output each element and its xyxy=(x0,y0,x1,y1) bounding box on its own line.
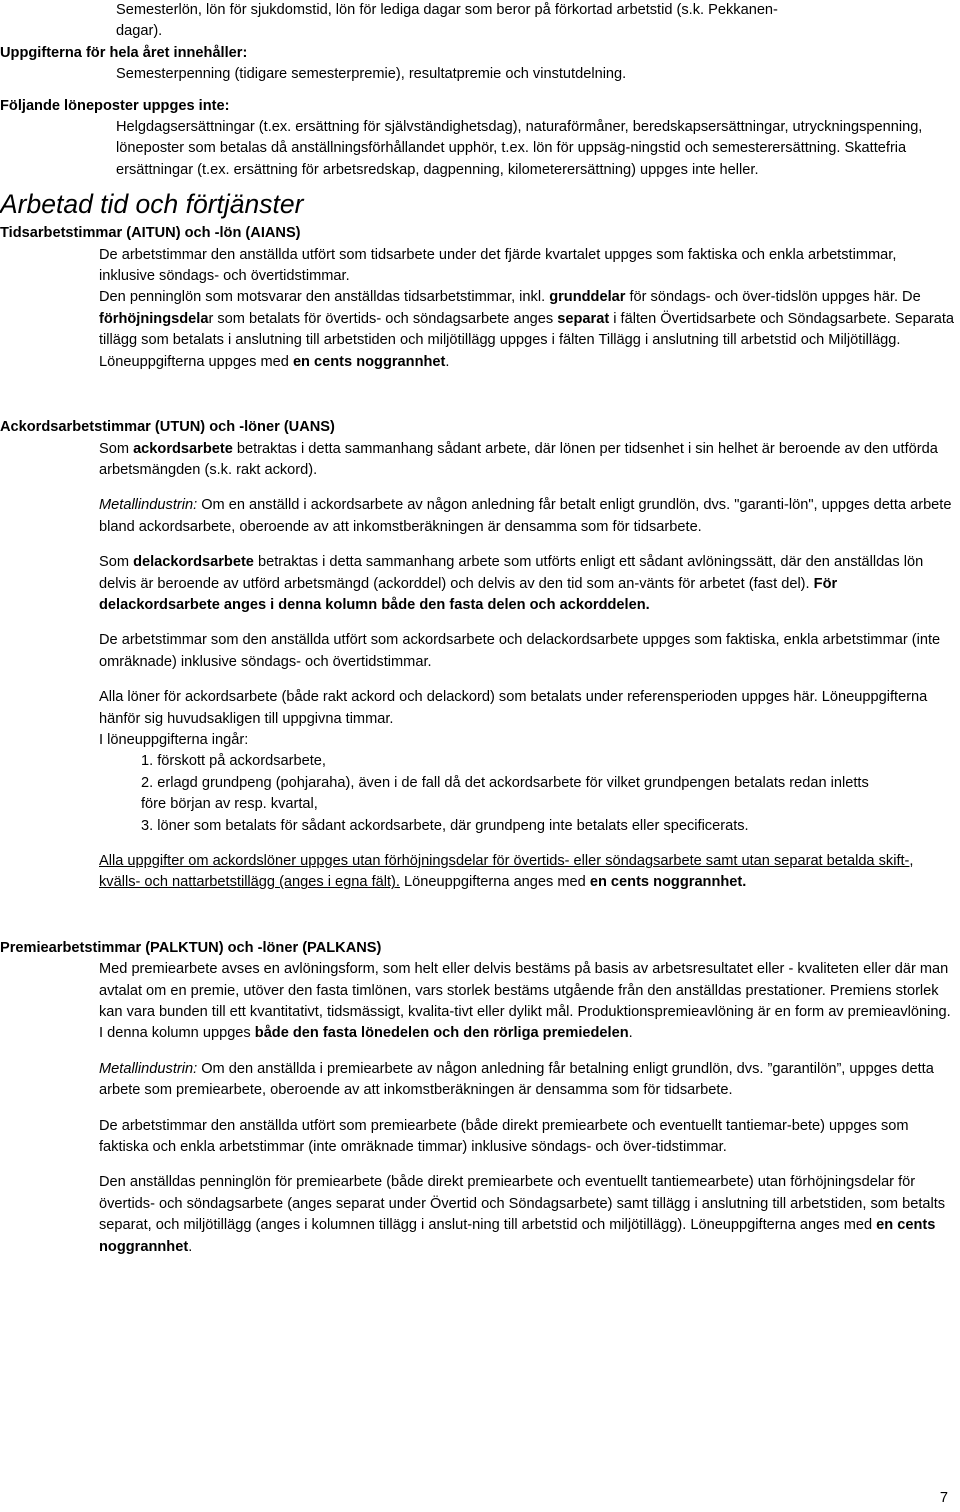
utun-paragraph-6: I löneuppgifterna ingår: xyxy=(99,731,249,748)
utun-body xyxy=(0,439,960,752)
utun-heading: Ackordsarbetstimmar (UTUN) och -löner (UANS) xyxy=(0,419,335,436)
palktun-paragraph-2: Metallindustrin: Om den anställda i premiearbete av någon anledning får betalning enligt grundlön, dvs. ”garantilön”, uppges detta arbete som premiearbete, oberoende av att inkomstberäkningen är densamma som för tidsarbete. xyxy=(99,1060,934,1099)
palktun-paragraph-3: De arbetstimmar den anställda utfört som premiearbete (både direkt premiearbete och eventuellt tantiemar-bete) uppges som faktiska och enkla arbetstimmar (inte omräknade timmar) inklusive söndags- och över-tidstimmar. xyxy=(99,1117,909,1156)
utun-paragraph-3: Som delackordsarbete betraktas i detta sammanhang arbete som utförts enligt ett sådant avlöningssätt, där den anställdas lön delvis är beroende av utförd arbetsmängd (ackorddel) och delvis av den tid som an-vänts för arbetet (fast del). För delackordsarbete anges i denna kolumn både den fasta delen och ackorddelen. xyxy=(99,554,924,613)
utun-paragraph-2: Metallindustrin: Om en anställd i ackordsarbete av någon anledning får betalt enligt grundlön, dvs. "garanti-lön", uppges detta arbete bland ackordsarbete, oberoende av att inkomstberäkningen är densamma som för tidsarbete. xyxy=(99,497,952,535)
excluded-text: Helgdagsersättningar (t.ex. ersättning för självständighetsdag), naturaförmåner, beredskapsersättningar, utryckningspenning, löneposter som betalas då anställningsförhållandet upphör, t.ex. lön för uppsäg-ningstid och semesterersättning. Skattefria ersättningar (t.ex. ersättning för arbetsredskap, dagpenning, kilometerersättning) uppges inte heller. xyxy=(116,119,923,178)
utun-paragraph-1: Som ackordsarbete betraktas i detta sammanhang sådant arbete, där lönen per tidsenhet i sin helhet är beroende av den utförda arbetsmängden (s.k. rakt ackord). xyxy=(99,440,938,478)
intro-block xyxy=(0,0,960,43)
altun-heading: Tidsarbetstimmar (AITUN) och -lön (AIANS) xyxy=(0,225,301,242)
palktun-paragraph-1: Med premiearbete avses en avlöningsform, som helt eller delvis bestäms på basis av arbetsresultatet eller - kvaliteten eller där man avtalat om en premie, utöver den fasta timlönen, vars storlek bestäms utgående från den anställdas prestationer. Premiens storlek kan vara bunden till ett kvantitativt, tidsmässigt, kvalita-tivt eller dylikt mål. Produktionspremieavlöning är en form av premieavlöning. I denna kolumn uppges både den fasta lönedelen och den rörliga premiedelen. xyxy=(99,961,951,1042)
list-item: 2. erlagd grundpeng (pohjaraha), även i de fall då det ackordsarbete för vilket grundpengen betalats redan inletts före början av resp. kvartal, xyxy=(141,774,869,813)
utun-list xyxy=(0,751,960,837)
list-item: 1. förskott på ackordsarbete, xyxy=(141,753,326,770)
palktun-heading: Premiearbetstimmar (PALKTUN) och -löner (PALKANS) xyxy=(0,939,382,956)
section-title: Arbetad tid och förtjänster xyxy=(0,189,304,220)
intro-line-1: Semesterlön, lön för sjukdomstid, lön för lediga dagar som beror på förkortad arbetstid (s.k. Pekkanen- xyxy=(116,2,778,18)
includes-text: Semesterpenning (tidigare semesterpremie), resultatpremie och vinstutdelning. xyxy=(116,66,627,83)
utun-paragraph-5: Alla löner för ackordsarbete (både rakt ackord och delackord) som betalats under referensperioden uppges här. Löneuppgifterna hänför sig huvudsakligen till uppgivna timmar. xyxy=(99,689,928,727)
excluded-heading: Följande löneposter uppges inte: xyxy=(0,97,230,114)
intro-line-2: dagar). xyxy=(116,23,163,40)
list-item: 3. löner som betalats för sådant ackordsarbete, där grundpeng inte betalats eller specificerats. xyxy=(141,817,749,834)
page-number: 7 xyxy=(939,1490,948,1506)
altun-body xyxy=(0,245,960,373)
utun-paragraph-7: Alla uppgifter om ackordslöner uppges utan förhöjningsdelar för övertids- eller söndagsarbete samt utan separat betalda skift-, kvälls- och nattarbetstillägg (anges i egna fält). Löneuppgifterna anges med en cents noggrannhet. xyxy=(99,853,914,891)
palktun-paragraph-4: Den anställdas penninglön för premiearbete (både direkt premiearbete och eventuellt tantiemearbete) utan förhöjningsdelar för övertids- och söndagsarbete (anges separat under Övertid och Söndagsarbete) samt tillägg i anslutning till arbetstiden, som betalts separat, och miljötillägg (anges i kolumnen tillägg i anslut-ning till arbetstid och miljötillägg). Löneuppgifterna anges med en cents noggrannhet. xyxy=(99,1174,946,1255)
utun-paragraph-4: De arbetstimmar som den anställda utfört som ackordsarbete och delackordsarbete uppges som faktiska, enkla arbetstimmar (inte omräknade) inklusive söndags- och övertidstimmar. xyxy=(99,632,941,670)
includes-heading: Uppgifterna för hela året innehåller: xyxy=(0,44,248,61)
altun-paragraph-2: Den penninglön som motsvarar den anställdas tidsarbetstimmar, inkl. grunddelar för söndags- och över-tidslön uppges här. De förhöjningsdelar som betalats för övertids- och söndagsarbete anges separat i fälten Övertidsarbete och Söndagsarbete. Separata tillägg som betalats i anslutning till arbetstiden och miljötillägg uppges i fälten Tillägg i anslutning till arbetstid och Miljötillägg. Löneuppgifterna uppges med en cents noggrannhet. xyxy=(99,289,954,370)
altun-paragraph-1: De arbetstimmar den anställda utfört som tidsarbete under det fjärde kvartalet uppges som faktiska och enkla arbetstimmar, inklusive söndags- och övertidstimmar. xyxy=(99,246,897,285)
palktun-body xyxy=(0,959,960,1258)
